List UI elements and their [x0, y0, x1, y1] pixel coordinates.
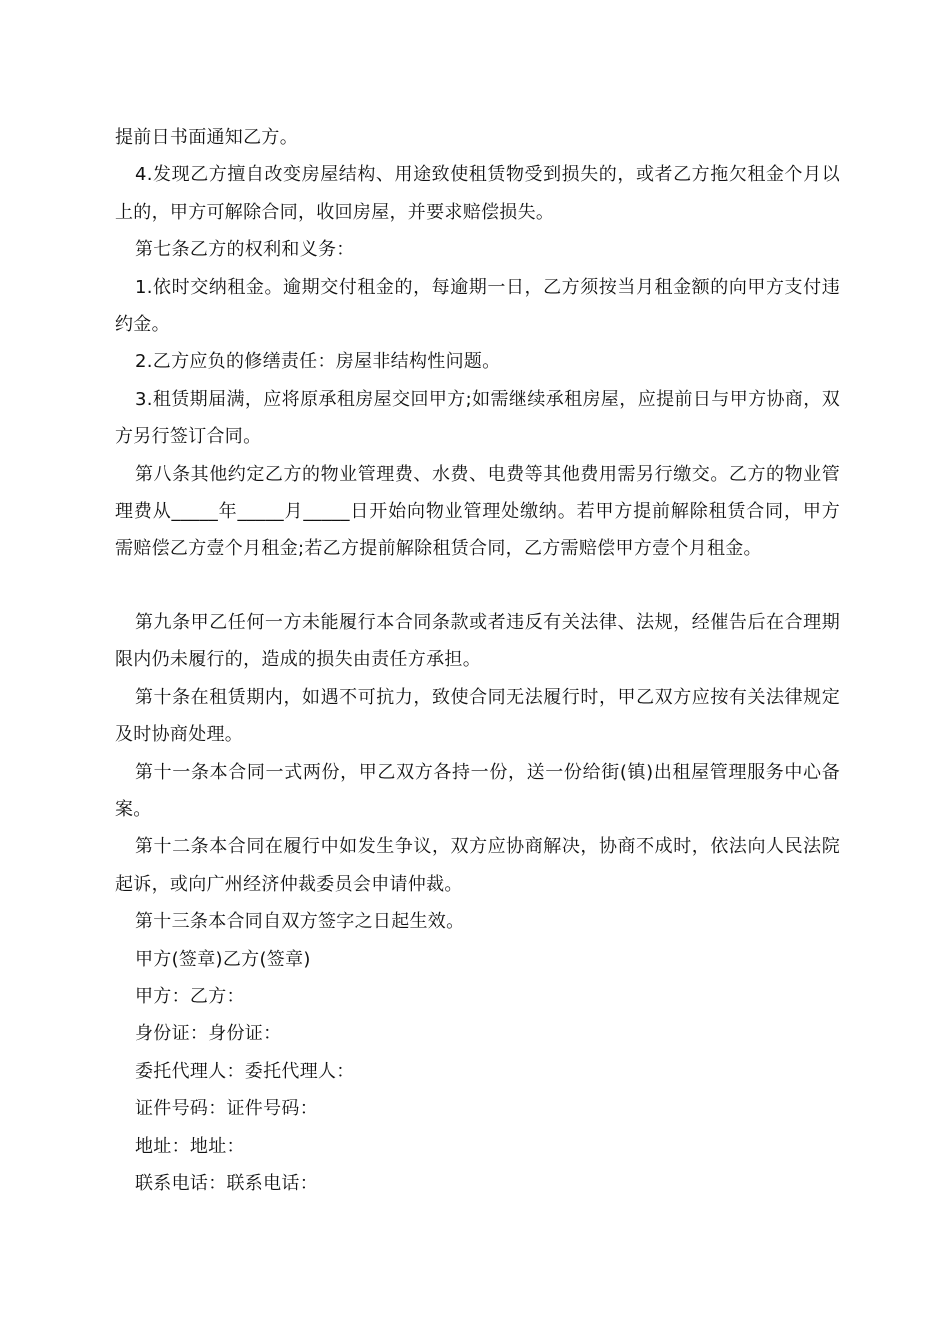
paragraph-article7: 第七条乙方的权利和义务：	[135, 239, 355, 261]
contract-clauses-section-1	[115, 119, 840, 568]
paragraph-article12: 第十二条本合同在履行中如发生争议，双方应协商解决，协商不成时，依法向人民法院起诉，或向广州经济仲裁委员会申请仲裁。	[115, 836, 840, 895]
paragraph-continuation: 提前日书面通知乙方。	[115, 127, 298, 148]
paragraph-article13: 第十三条本合同自双方签字之日起生效。	[135, 911, 465, 933]
paragraph-article8: 第八条其他约定乙方的物业管理费、水费、电费等其他费用需另行缴交。乙方的物业管理费从_____年_____月_____日开始向物业管理处缴纳。若甲方提前解除租赁合同，甲方需赔偿乙方壹个月租金;若乙方提前解除租赁合同，乙方需赔偿甲方壹个月租金。	[115, 463, 840, 560]
paragraph-party: 甲方：乙方：	[135, 985, 245, 1007]
paragraph-address: 地址：地址：	[135, 1135, 245, 1157]
paragraph-cert: 证件号码：证件号码：	[135, 1098, 318, 1120]
paragraph-article11: 第十一条本合同一式两份，甲乙双方各持一份，送一份给街(镇)出租屋管理服务中心备案。	[115, 761, 840, 820]
contract-clauses-section-2	[115, 604, 840, 1203]
paragraph-7-1: 1.依时交纳租金。逾期交付租金的，每逾期一日，乙方须按当月租金额的向甲方支付违约金。	[115, 276, 840, 336]
paragraph-agent: 委托代理人：委托代理人：	[135, 1060, 355, 1082]
paragraph-gap	[115, 568, 840, 604]
paragraph-7-2: 2.乙方应负的修缮责任：房屋非结构性问题。	[135, 351, 501, 373]
paragraph-phone: 联系电话：联系电话：	[135, 1172, 318, 1194]
document-body	[115, 119, 840, 1202]
paragraph-4: 4.发现乙方擅自改变房屋结构、用途致使租赁物受到损失的，或者乙方拖欠租金个月以上的，甲方可解除合同，收回房屋，并要求赔偿损失。	[115, 164, 840, 223]
paragraph-article9: 第九条甲乙任何一方未能履行本合同条款或者违反有关法律、法规，经催告后在合理期限内仍未履行的，造成的损失由责任方承担。	[115, 611, 840, 671]
paragraph-article10: 第十条在租赁期内，如遇不可抗力，致使合同无法履行时，甲乙双方应按有关法律规定及时协商处理。	[115, 686, 840, 746]
paragraph-id: 身份证：身份证：	[135, 1023, 282, 1045]
paragraph-7-3: 3.租赁期届满，应将原承租房屋交回甲方;如需继续承租房屋，应提前日与甲方协商，双方另行签订合同。	[115, 388, 840, 448]
paragraph-sign: 甲方(签章)乙方(签章)	[135, 948, 311, 970]
